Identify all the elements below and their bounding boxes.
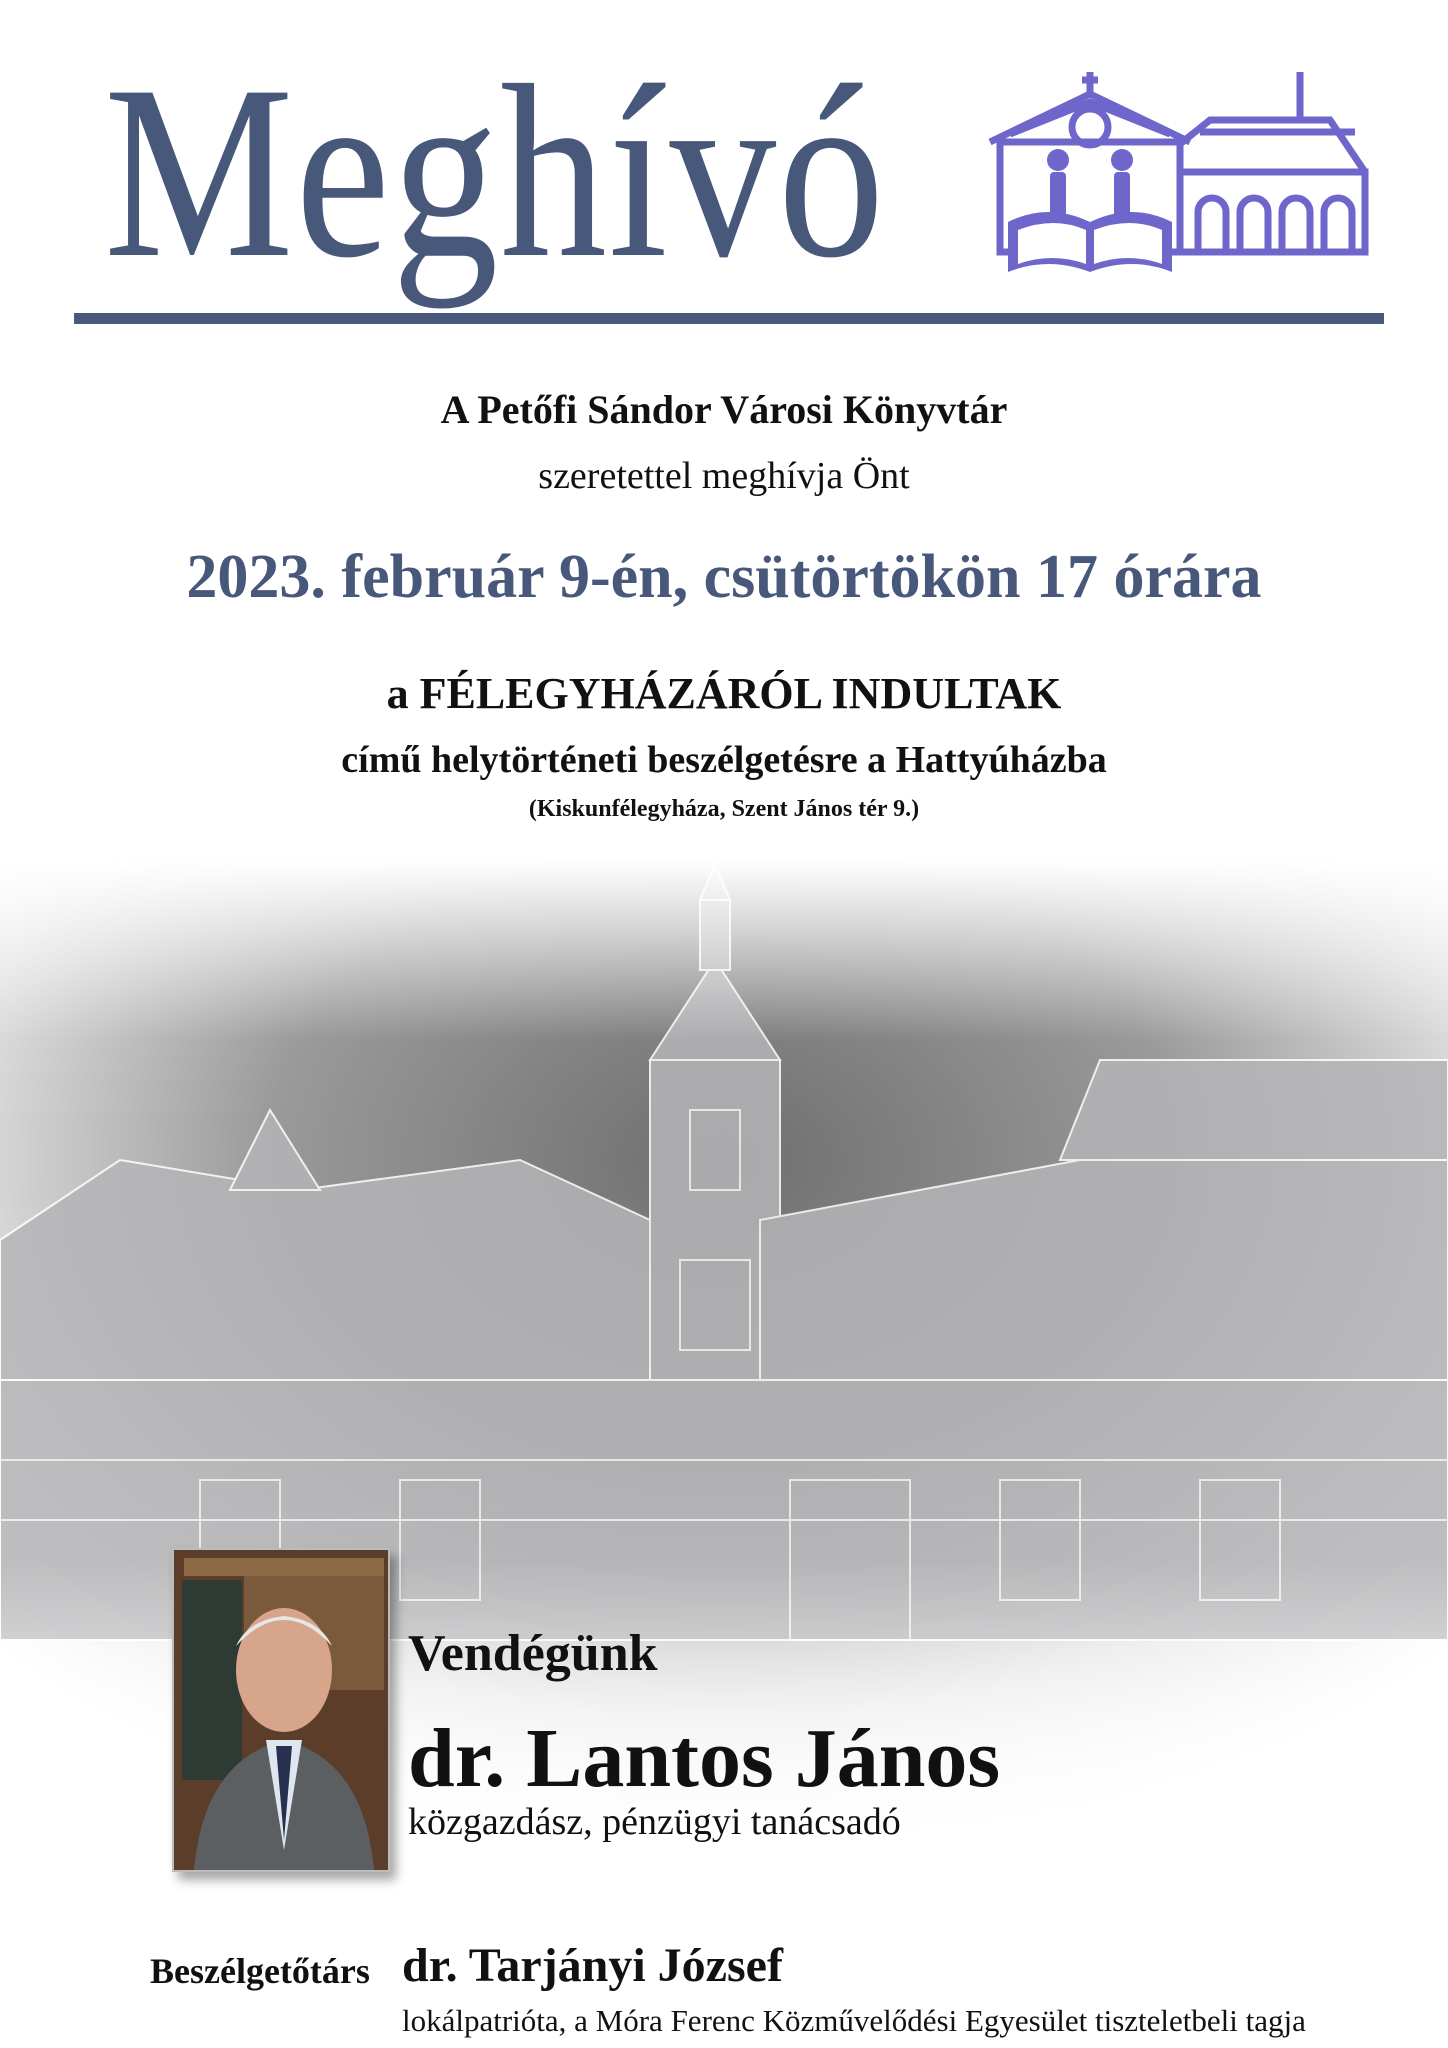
host-name: dr. Tarjányi József xyxy=(402,1939,783,1992)
library-building-logo-icon xyxy=(970,72,1370,282)
guest-name: dr. Lantos János xyxy=(408,1712,1001,1805)
event-date: 2023. február 9-én, csütörtökön 17 órára xyxy=(186,543,1262,611)
guest-label: Vendégünk xyxy=(408,1625,658,1682)
invitation-title: Meghívó xyxy=(104,34,887,309)
organization-name: A Petőfi Sándor Városi Könyvtár xyxy=(440,387,1008,432)
title-underline xyxy=(74,313,1384,324)
guest-photo xyxy=(172,1548,390,1872)
host-role: lokálpatrióta, a Móra Ferenc Közművelődési Egyesület tiszteletbeli tagja xyxy=(402,2003,1306,2038)
event-description: című helytörténeti beszélgetésre a Hattyúházba xyxy=(341,739,1107,781)
event-title: a FÉLEGYHÁZÁRÓL INDULTAK xyxy=(386,669,1062,718)
event-address: (Kiskunfélegyháza, Szent János tér 9.) xyxy=(528,796,920,822)
invitation-line: szeretettel meghívja Önt xyxy=(538,455,910,497)
host-label: Beszélgetőtárs xyxy=(150,1951,370,1991)
guest-role: közgazdász, pénzügyi tanácsadó xyxy=(408,1801,901,1843)
